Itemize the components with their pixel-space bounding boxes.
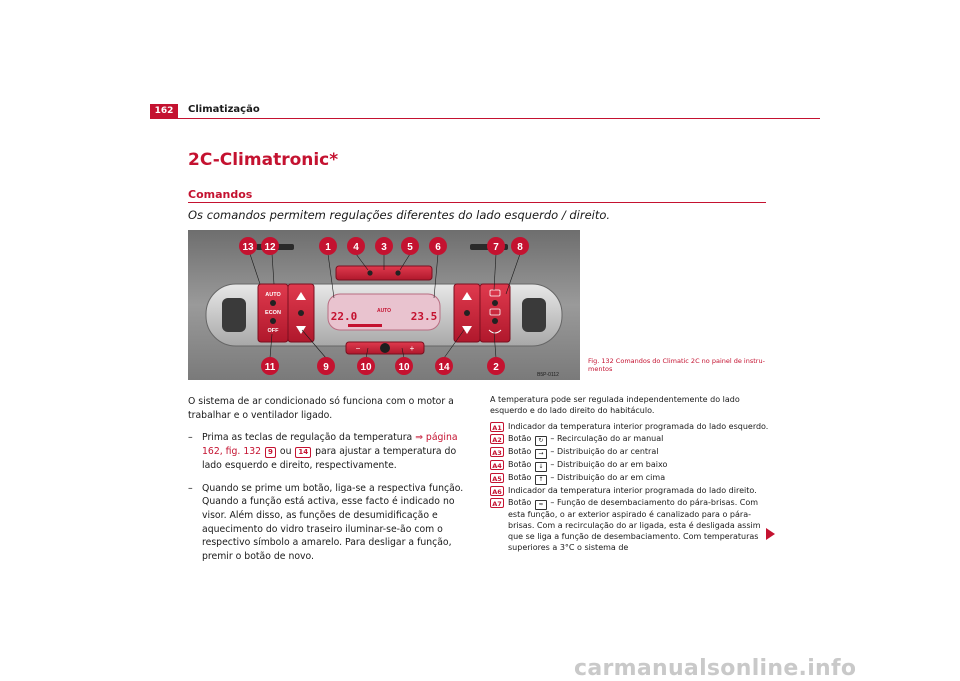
callout-11: 11 xyxy=(264,362,276,373)
left-seat-control xyxy=(222,298,246,332)
page-number: 162 xyxy=(150,104,178,118)
list-item: A5 Botão ↑ – Distribuição do ar em cima xyxy=(490,473,770,485)
ref-badge-14: 14 xyxy=(295,447,311,458)
callout-6: 6 xyxy=(435,242,441,253)
left-column xyxy=(188,395,468,573)
bullet-temperature: – Prima as teclas de regulação da temperatura ⇒ página 162, fig. 132 9 ou 14 para ajustar a temperatura do lado esquerdo e direito, respectivamente. xyxy=(188,432,458,471)
display-temp-left: 22.0 xyxy=(330,310,358,323)
page-link[interactable]: ⇒ página 162, fig. 132 xyxy=(202,432,458,458)
callout-9: 9 xyxy=(323,362,329,373)
auto-label: AUTO xyxy=(265,292,281,298)
callout-1: 1 xyxy=(325,242,331,253)
callout-7: 7 xyxy=(493,242,499,253)
section-title: 2C-Climatronic* xyxy=(188,150,339,170)
chapter-title: Climatização xyxy=(188,104,260,115)
item-badge: A5 xyxy=(490,473,504,483)
subsection-rule xyxy=(188,202,766,203)
callout-14: 14 xyxy=(438,362,450,373)
callout-8: 8 xyxy=(517,242,523,253)
list-item: A2 Botão ↻ – Recirculação do ar manual xyxy=(490,434,770,446)
svg-text:+: + xyxy=(409,344,415,353)
list-item: A4 Botão ↓ – Distribuição do ar em baixo xyxy=(490,460,770,472)
econ-label: ECON xyxy=(265,310,281,316)
item-badge: A7 xyxy=(490,498,504,508)
defrost-icon: ≈ xyxy=(535,500,547,510)
off-label: OFF xyxy=(267,328,279,334)
right-intro: A temperatura pode ser regulada independentemente do lado esquerdo e do lado direito do habitáculo. xyxy=(490,395,740,415)
watermark: carmanualsonline.info xyxy=(574,656,857,681)
item-badge: A1 xyxy=(490,422,504,432)
item-badge: A4 xyxy=(490,460,504,470)
callout-10b: 10 xyxy=(398,362,410,373)
subsection-title: Comandos xyxy=(188,188,253,201)
air-down-icon: ↓ xyxy=(535,462,547,472)
callout-5: 5 xyxy=(407,242,413,253)
list-item: A1 Indicador da temperatura interior programada do lado esquerdo. xyxy=(490,422,770,433)
callout-3: 3 xyxy=(381,242,387,253)
air-central-icon: → xyxy=(535,449,547,459)
image-code: B5P-0112 xyxy=(537,372,559,378)
callout-13: 13 xyxy=(242,242,254,253)
item-badge: A2 xyxy=(490,434,504,444)
bullet-function: – Quando se prime um botão, liga-se a respectiva função. Quando a função está activa, esse facto é indicado no visor. Além disso, as funções de desumidificação e aquecimento do vidro traseiro iluminar-se-ão com o respectivo símbolo a amarelo. Para desligar a função, premir o botão de novo. xyxy=(188,482,464,563)
dash-marker: – xyxy=(188,432,193,444)
dash-marker: – xyxy=(188,482,193,494)
climate-panel-figure xyxy=(188,230,580,380)
ref-badge-9: 9 xyxy=(265,447,276,458)
display-auto: AUTO xyxy=(376,308,392,314)
callout-4: 4 xyxy=(353,242,359,253)
air-up-icon: ↑ xyxy=(535,475,547,485)
list-item: A7 Botão ≈ – Função de desembaciamento do pára-brisas. Com esta função, o ar exterior aspirado é canalizado para o pára-brisas. Com a recirculação do ar ligada, esta é desligada assim que se liga a função de desembaciamento. Com temperaturas superiores a 3°C o sistema de xyxy=(490,498,770,553)
continue-arrow-icon xyxy=(766,528,775,540)
right-seat-control xyxy=(522,298,546,332)
display-temp-right: 23.5 xyxy=(410,310,438,323)
intro-paragraph: O sistema de ar condicionado só funciona com o motor a trabalhar e o ventilador ligado. xyxy=(188,396,454,421)
header-rule xyxy=(150,118,820,119)
svg-text:−: − xyxy=(355,344,361,353)
right-column xyxy=(490,395,770,555)
item-badge: A3 xyxy=(490,447,504,457)
callout-2: 2 xyxy=(493,362,499,373)
figure-caption: Fig. 132 Comandos do Climatic 2C no painel de instru-mentos xyxy=(588,357,765,373)
callout-12: 12 xyxy=(264,242,276,253)
item-badge: A6 xyxy=(490,486,504,496)
lead-text: Os comandos permitem regulações diferentes do lado esquerdo / direito. xyxy=(188,208,611,222)
list-item: A6 Indicador da temperatura interior programada do lado direito. xyxy=(490,486,770,497)
list-item: A3 Botão → – Distribuição do ar central xyxy=(490,447,770,459)
callout-10a: 10 xyxy=(360,362,372,373)
recirculation-icon: ↻ xyxy=(535,436,547,446)
